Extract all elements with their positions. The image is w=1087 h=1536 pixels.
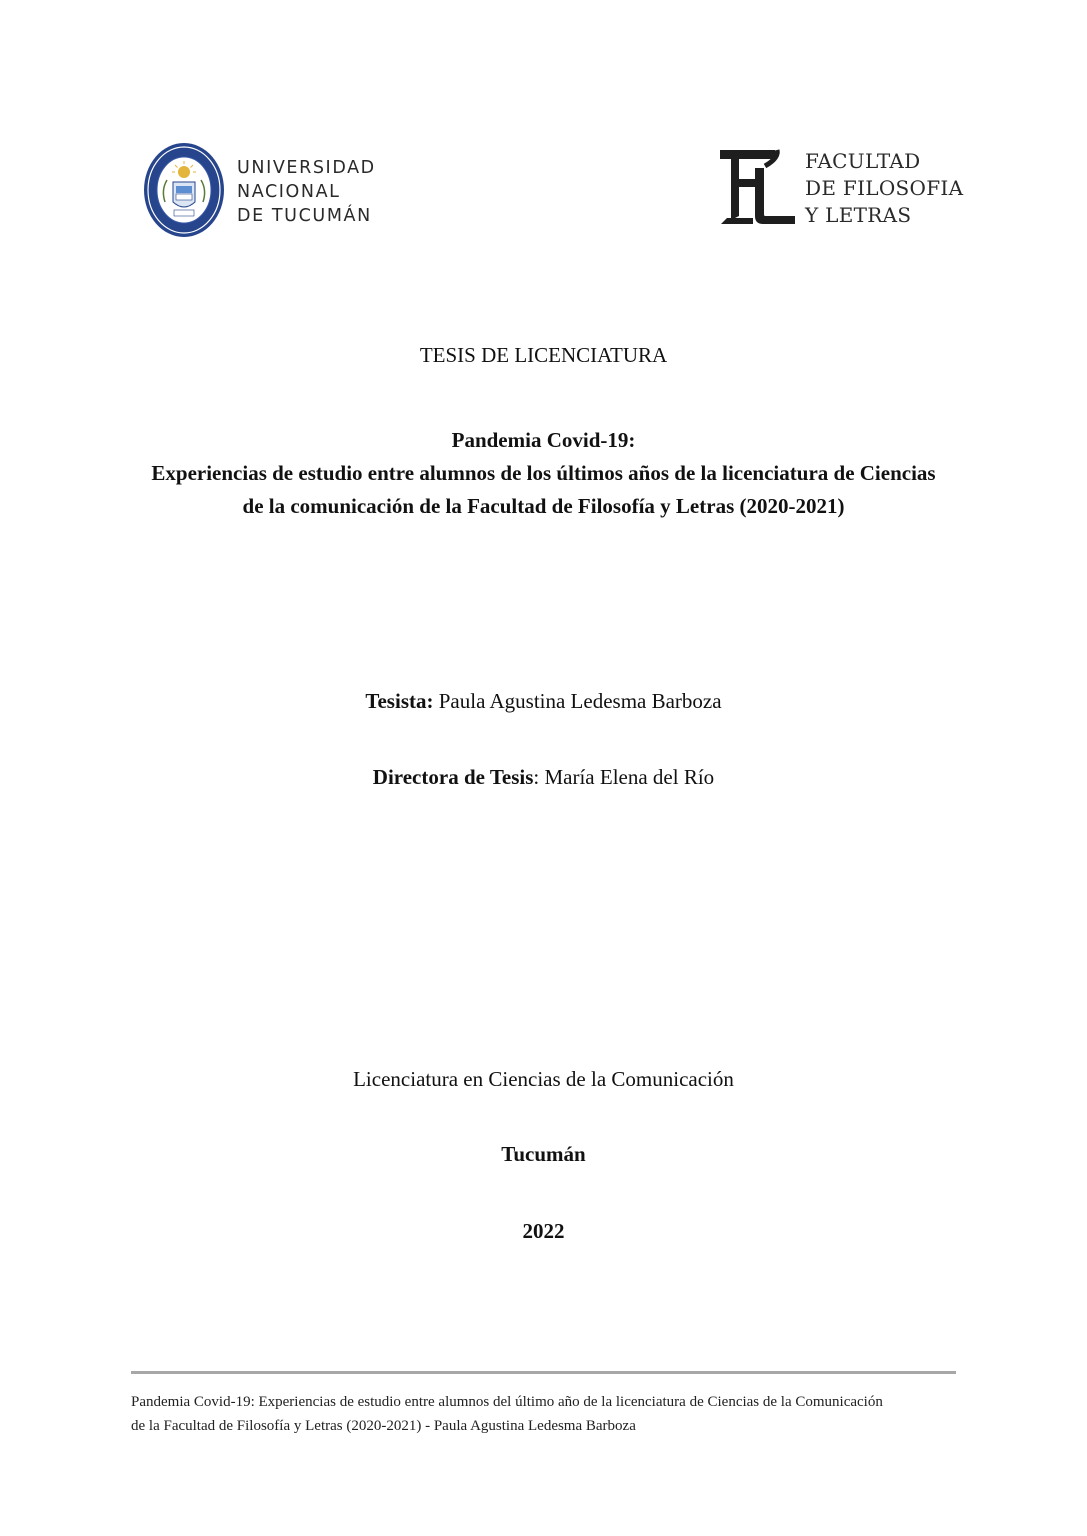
degree-program: Licenciatura en Ciencias de la Comunicación: [353, 1067, 734, 1091]
directora-line: [0, 765, 1087, 790]
unt-seal-icon: [143, 142, 225, 238]
tesista-name: Paula Agustina Ledesma Barboza: [438, 689, 722, 713]
unt-logo-line-2: NACIONAL: [237, 182, 341, 202]
thesis-title-line-3: de la comunicación de la Facultad de Filosofía y Letras (2020-2021): [242, 494, 845, 518]
unt-logo-line-1: UNIVERSIDAD: [237, 158, 376, 178]
thesis-title: [110, 424, 977, 523]
unt-logo-text: [237, 156, 376, 228]
place: Tucumán: [501, 1142, 586, 1166]
directora-name: : María Elena del Río: [533, 765, 715, 789]
footer-line-1: Pandemia Covid-19: Experiencias de estudio entre alumnos del último año de la licenciatura de Ciencias de la Comunicación: [131, 1394, 883, 1410]
unt-logo-line-3: DE TUCUMÁN: [237, 206, 372, 226]
ffyl-logo-text: [805, 148, 963, 229]
page-footer: [131, 1390, 971, 1438]
ffyl-logo-line-1: FACULTAD: [805, 149, 921, 173]
footer-divider: [131, 1371, 956, 1374]
directora-label: Directora de Tesis: [372, 765, 534, 789]
ffyl-logo-line-3: Y LETRAS: [805, 203, 912, 227]
tesista-line: [0, 689, 1087, 714]
tesista-label: Tesista:: [365, 689, 434, 713]
thesis-type-heading: TESIS DE LICENCIATURA: [419, 343, 668, 367]
footer-line-2: de la Facultad de Filosofía y Letras (2020-2021) - Paula Agustina Ledesma Barboza: [131, 1418, 636, 1434]
thesis-title-line-2: Experiencias de estudio entre alumnos de los últimos años de la licenciatura de Ciencias: [151, 461, 936, 485]
fl-monogram-icon: [717, 146, 799, 228]
year: 2022: [522, 1219, 565, 1243]
ffyl-logo: [717, 146, 962, 230]
ffyl-logo-line-2: DE FILOSOFIA: [805, 176, 964, 200]
thesis-title-line-1: Pandemia Covid-19:: [451, 428, 636, 452]
unt-logo: [143, 142, 383, 240]
